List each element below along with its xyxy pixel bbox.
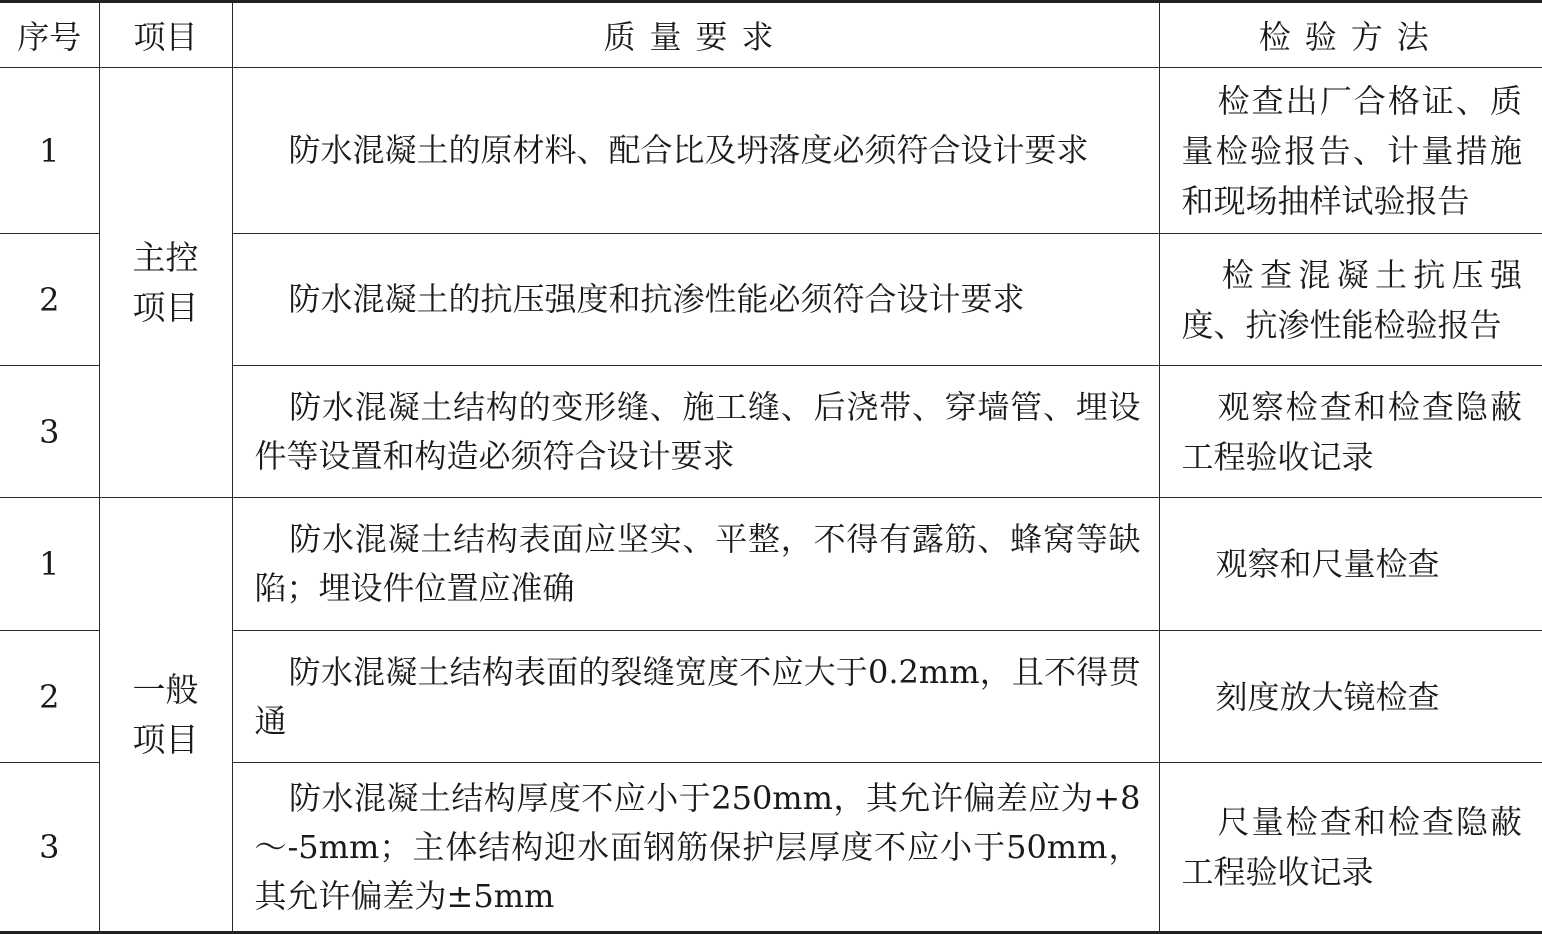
requirement-text: 防水混凝土结构厚度不应小于250mm，其允许偏差应为+8～-5mm；主体结构迎水面钢筋保护层厚度不应小于50mm，其允许偏差为±5mm — [254, 778, 1141, 915]
row-number: 3 — [0, 366, 99, 498]
row-number: 1 — [0, 498, 99, 631]
method-text: 尺量检查和检查隐蔽工程验收记录 — [1181, 803, 1522, 891]
method-text: 观察检查和检查隐蔽工程验收记录 — [1181, 387, 1522, 476]
table-row — [0, 234, 1542, 366]
requirement-text: 防水混凝土结构的变形缝、施工缝、后浇带、穿墙管、埋设件等设置和构造必须符合设计要求 — [254, 387, 1141, 475]
header-no: 序号 — [0, 2, 99, 68]
requirement-cell — [232, 763, 1159, 933]
method-cell — [1159, 498, 1542, 631]
method-cell — [1159, 68, 1542, 234]
requirement-text: 防水混凝土的抗压强度和抗渗性能必须符合设计要求 — [288, 280, 1025, 318]
method-text: 检查混凝土抗压强度、抗渗性能检验报告 — [1181, 255, 1522, 344]
requirement-cell — [232, 631, 1159, 763]
requirement-text: 防水混凝土结构表面应坚实、平整，不得有露筋、蜂窝等缺陷；埋设件位置应准确 — [254, 520, 1141, 607]
table-row — [0, 631, 1542, 763]
method-text: 检查出厂合格证、质量检验报告、计量措施和现场抽样试验报告 — [1181, 81, 1522, 220]
group-label-line: 项目 — [132, 719, 199, 759]
table-row — [0, 68, 1542, 234]
row-number: 3 — [0, 763, 99, 933]
requirement-text: 防水混凝土结构表面的裂缝宽度不应大于0.2mm，且不得贯通 — [254, 652, 1141, 740]
requirement-cell — [232, 68, 1159, 234]
requirement-cell — [232, 234, 1159, 366]
method-cell — [1159, 366, 1542, 498]
header-row — [0, 2, 1542, 68]
group-label-line: 一般 — [132, 669, 199, 709]
method-cell — [1159, 234, 1542, 366]
method-cell — [1159, 631, 1542, 763]
table-row — [0, 366, 1542, 498]
requirement-cell — [232, 366, 1159, 498]
header-method: 检验方法 — [1159, 2, 1542, 68]
method-text: 观察和尺量检查 — [1215, 545, 1440, 583]
requirement-text: 防水混凝土的原材料、配合比及坍落度必须符合设计要求 — [288, 131, 1089, 169]
method-text: 刻度放大镜检查 — [1215, 677, 1440, 716]
requirement-cell — [232, 498, 1159, 631]
row-number: 2 — [0, 234, 99, 366]
row-number: 1 — [0, 68, 99, 234]
method-cell — [1159, 763, 1542, 933]
header-item: 项目 — [99, 2, 232, 68]
row-number: 2 — [0, 631, 99, 763]
group-label-main — [99, 68, 232, 498]
group-label-general — [99, 498, 232, 933]
table-row — [0, 498, 1542, 631]
group-label-line: 项目 — [132, 287, 199, 327]
table-row — [0, 763, 1542, 933]
group-label-line: 主控 — [132, 237, 199, 277]
header-requirement: 质量要求 — [232, 2, 1159, 68]
